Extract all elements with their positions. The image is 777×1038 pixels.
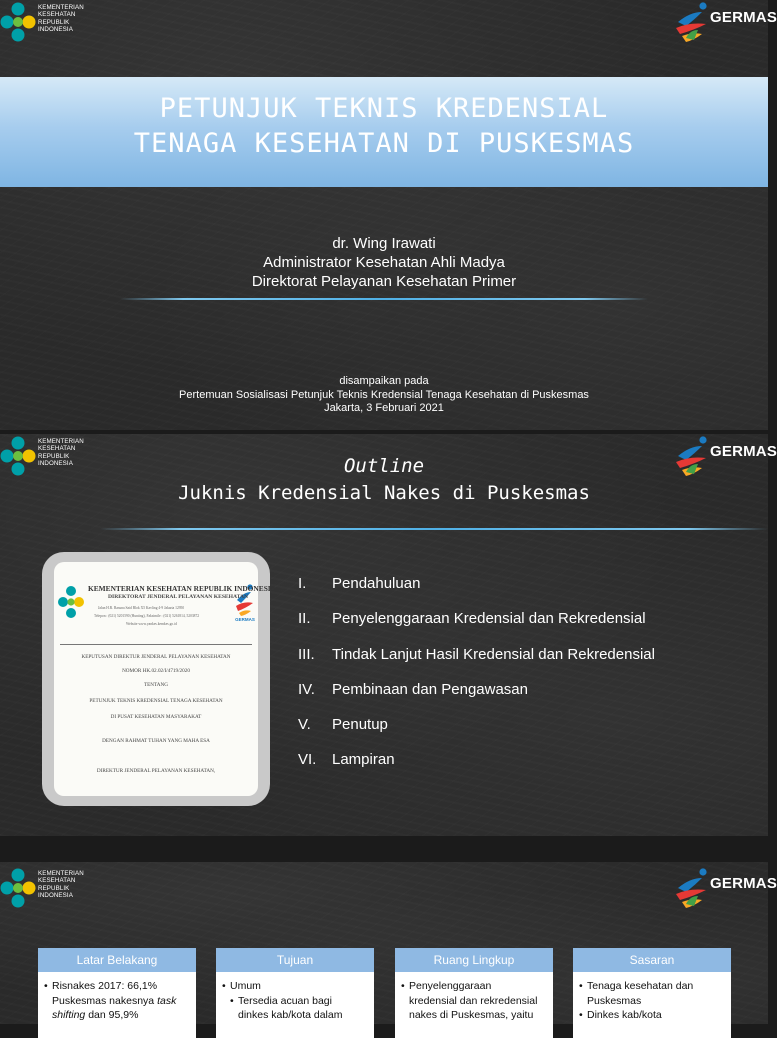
outline-item-number: II.: [298, 610, 311, 628]
germas-text: GERMAS: [710, 875, 777, 892]
outline-item: [298, 681, 655, 716]
decree-blessing: DENGAN RAHMAT TUHAN YANG MAHA ESA: [102, 738, 210, 744]
kemenkes-emblem-icon: [0, 1, 36, 43]
card-text: nakes di Puskesmas, yaitu: [409, 1009, 534, 1021]
kemenkes-logo: [0, 866, 90, 912]
decree-website-line: Website www.yankes.kemkes.go.id: [126, 622, 177, 626]
event-place-date: Jakarta, 3 Februari 2021: [324, 402, 444, 414]
kemenkes-text-line: KESEHATAN: [38, 11, 76, 19]
kemenkes-text-line: KEMENTERIAN: [38, 438, 84, 445]
card-text: kredensial dan rekredensial: [409, 994, 538, 1007]
outline-item: [298, 751, 655, 786]
outline-item-number: III.: [298, 645, 315, 663]
outline-item-label: Lampiran: [332, 751, 395, 769]
card-text: Puskesmas: [587, 994, 642, 1007]
kemenkes-text-line: REPUBLIK: [38, 18, 70, 26]
card-title: Latar Belakang: [38, 948, 196, 972]
kemenkes-text-line: KESEHATAN: [38, 877, 76, 885]
presenter-name: dr. Wing Irawati: [332, 235, 436, 252]
outline-item: [298, 575, 655, 610]
decree-paper: [54, 562, 277, 796]
title-slide: [0, 0, 777, 430]
card-bullet: Umum: [230, 980, 261, 992]
decree-title: KEPUTUSAN DIREKTUR JENDERAL PELAYANAN KESEHATAN: [81, 654, 231, 660]
outline-item: [298, 610, 655, 645]
kemenkes-text-line: INDONESIA: [38, 460, 73, 468]
kemenkes-text-line: INDONESIA: [38, 26, 73, 34]
outline-title: Outline: [343, 455, 425, 477]
card-text: Puskesmas nakesnya: [52, 994, 158, 1007]
germas-figure-icon: [672, 866, 712, 910]
card-title: Ruang Lingkup: [395, 948, 553, 972]
germas-figure-icon: [672, 0, 712, 44]
decree-subject-1: PETUNJUK TEKNIS KREDENSIAL TENAGA KESEHATAN: [89, 698, 223, 704]
outline-item-number: V.: [298, 716, 311, 734]
germas-logo: [672, 0, 777, 44]
outline-item-label: Tindak Lanjut Hasil Kredensial dan Rekredensial: [332, 645, 655, 663]
slide-title-line-2: TENAGA KESEHATAN DI PUSKESMAS: [133, 128, 635, 159]
outline-subtitle: Juknis Kredensial Nakes di Puskesmas: [178, 482, 590, 504]
outline-item: [298, 646, 655, 681]
divider-line: [100, 528, 768, 530]
kemenkes-text-line: REPUBLIK: [38, 884, 70, 892]
card-tujuan: Tujuan • Umum • Tersedia acuan bagi dinkes kab/kota dalam: [216, 948, 374, 1038]
outline-item-number: IV.: [298, 680, 315, 698]
germas-logo: [672, 866, 777, 910]
card-bullet: Tersedia acuan bagi: [238, 994, 332, 1007]
kemenkes-emblem-icon: [58, 584, 84, 620]
kemenkes-text-line: KEMENTERIAN: [38, 870, 84, 877]
decree-subject-2: DI PUSAT KESEHATAN MASYARAKAT: [110, 714, 202, 720]
event-name: Pertemuan Sosialisasi Petunjuk Teknis Kredensial Tenaga Kesehatan di Puskesmas: [179, 388, 589, 401]
card-text: dinkes kab/kota dalam: [238, 1009, 343, 1021]
event-intro: disampaikan pada: [339, 375, 429, 387]
decree-number: NOMOR HK.02.02/I/4719/2020: [122, 668, 190, 674]
card-bullet: Penyelenggaraan: [409, 980, 492, 992]
slide-title-line-1: PETUNJUK TEKNIS KREDENSIAL: [159, 93, 609, 124]
kemenkes-text-line: KEMENTERIAN: [38, 4, 84, 11]
outline-list: [298, 575, 655, 787]
decree-document-image: [42, 552, 277, 806]
presenter-role: Administrator Kesehatan Ahli Madya: [263, 254, 505, 271]
card-title: Sasaran: [573, 948, 731, 972]
outline-item-label: Pembinaan dan Pengawasan: [332, 680, 528, 698]
decree-signatory: DIREKTUR JENDERAL PELAYANAN KESEHATAN,: [96, 768, 216, 774]
decree-tentang: TENTANG: [143, 682, 169, 688]
presenter-block: [0, 234, 768, 291]
card-text-italic: shifting: [52, 1009, 86, 1021]
outline-item-label: Pendahuluan: [332, 575, 421, 592]
decree-contact-line: Telepon : (021) 5201590 (Hunting), Faksimile : (021) 5261814, 5203872: [94, 614, 200, 618]
kemenkes-logo: [0, 0, 90, 46]
decree-org: KEMENTERIAN KESEHATAN REPUBLIK INDONESIA: [88, 584, 277, 593]
decree-address-line: Jalan H.R. Rasuna Said Blok X5 Kavling 4-9 Jakarta 12950: [98, 606, 185, 610]
svg-text:GERMAS: GERMAS: [235, 617, 255, 622]
outline-item-number: I.: [298, 575, 307, 592]
card-sasaran: Sasaran • Tenaga kesehatan dan Puskesmas • Dinkes kab/kota: [573, 948, 731, 1038]
kemenkes-text-line: KESEHATAN: [38, 445, 76, 453]
divider-line: [120, 298, 648, 300]
kemenkes-emblem-icon: [0, 867, 36, 909]
presenter-unit: Direktorat Pelayanan Kesehatan Primer: [251, 273, 517, 290]
decree-directorate: DIREKTORAT JENDERAL PELAYANAN KESEHATAN: [108, 594, 249, 600]
card-bullet: Dinkes kab/kota: [587, 1009, 662, 1021]
kemenkes-text-line: REPUBLIK: [38, 452, 70, 460]
germas-text: GERMAS: [710, 443, 777, 460]
card-bullet: Risnakes 2017: 66,1%: [52, 980, 158, 992]
outline-item-number: VI.: [298, 751, 317, 769]
event-block: [0, 375, 768, 416]
outline-item-label: Penutup: [332, 716, 388, 734]
card-text-italic: task: [157, 994, 177, 1007]
outline-item: [298, 716, 655, 751]
outline-item-label: Penyelenggaraan Kredensial dan Rekredensial: [332, 610, 646, 628]
card-text: dan 95,9%: [85, 1009, 139, 1021]
germas-text: GERMAS: [710, 9, 777, 26]
title-banner: [0, 77, 768, 187]
card-latar-belakang: Latar Belakang • Risnakes 2017: 66,1% Puskesmas nakesnya task shifting dan 95,9%: [38, 948, 196, 1038]
decree-rule: [60, 644, 252, 645]
kemenkes-text-line: INDONESIA: [38, 892, 73, 900]
card-bullet: Tenaga kesehatan dan: [587, 980, 694, 992]
card-title: Tujuan: [216, 948, 374, 972]
card-ruang-lingkup: Ruang Lingkup • Penyelenggaraan kredensial dan rekredensial nakes di Puskesmas, yaitu: [395, 948, 553, 1038]
